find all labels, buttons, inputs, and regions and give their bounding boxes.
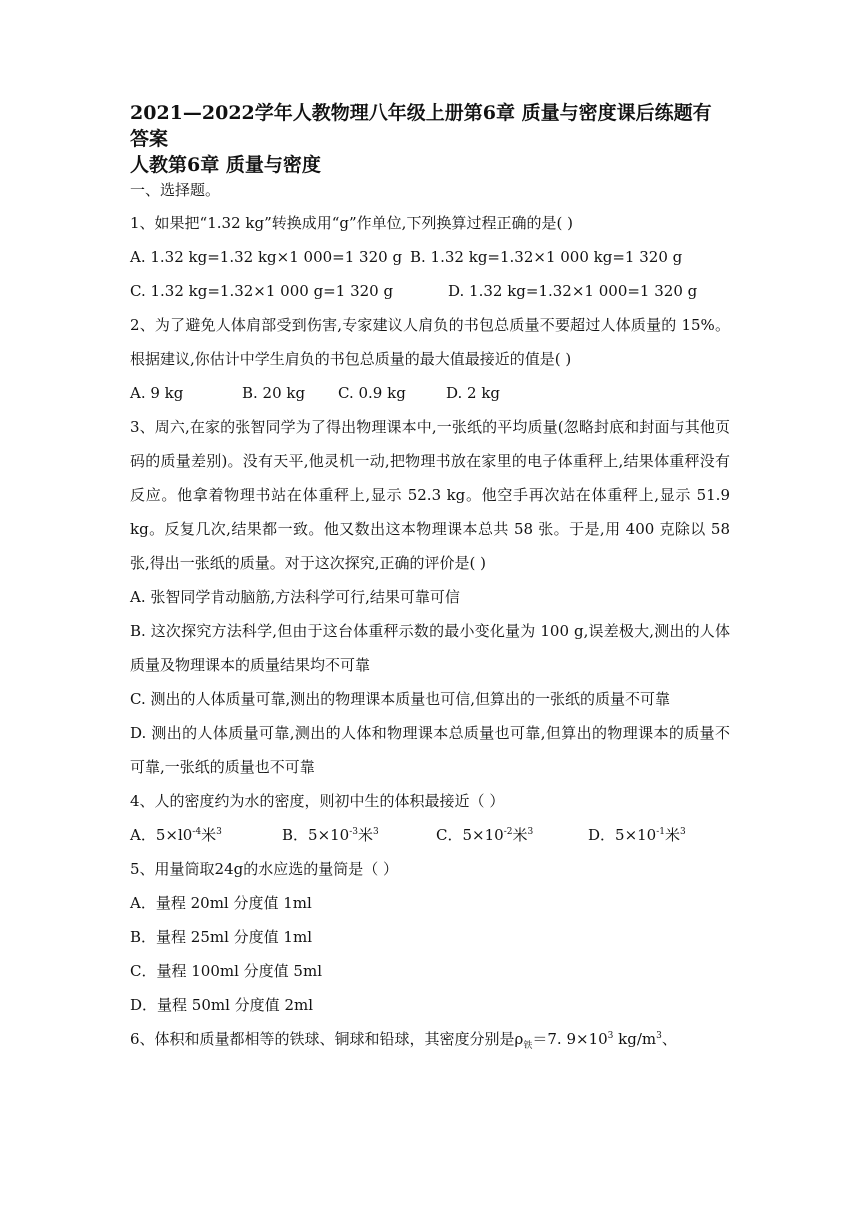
question-4-option-d: D．$5\times 10^{-1}$米$^3$	[588, 826, 686, 844]
question-4-option-a: A．$5\times l0^{-4}$米$^3$	[130, 826, 222, 844]
question-2-stem: 2、为了避免人体肩部受到伤害,专家建议人肩负的书包总质量不要超过人体质量的 15%。根据建议,你估计中学生肩负的书包总质量的最大值最接近的值是( )	[130, 316, 730, 368]
question-1-option-d: D. 1.32 kg=1.32×1 000=1 320 g	[448, 282, 698, 300]
question-1-options-row1	[130, 240, 730, 274]
question-5-option-b: B．量程 25ml 分度值 1ml	[130, 928, 313, 946]
question-1-options-row2	[130, 274, 730, 308]
question-3-option-d: D. 测出的人体质量可靠,测出的人体和物理课本总质量也可靠,但算出的物理课本的质量不可靠,一张纸的质量也不可靠	[130, 724, 730, 776]
question-6-stem: 6、体积和质量都相等的铁球、铜球和铅球，其密度分别是$\rho_铁=7$. $9\times 10^3$ $kg/m^3$、	[130, 1030, 677, 1051]
question-4-options	[130, 818, 730, 852]
question-1-stem: 1、如果把“1.32 kg”转换成用“g”作单位,下列换算过程正确的是( )	[130, 214, 573, 232]
section-heading: 一、选择题。	[130, 181, 221, 199]
document-title: 2021—2022学年人教物理八年级上册第6章 质量与密度课后练题有答案	[130, 102, 712, 150]
question-4-option-b: B．$5\times 10^{-3}$米$^3$	[282, 826, 379, 844]
question-3-stem: 3、周六,在家的张智同学为了得出物理课本中,一张纸的平均质量(忽略封底和封面与其他页码的质量差别)。没有天平,他灵机一动,把物理书放在家里的电子体重秤上,结果体重秤没有反应。他拿着物理书站在体重秤上,显示 52.3 kg。他空手再次站在体重秤上,显示 51.9 kg。反复几次,结果都一致。他又数出这本物理课本总共 58 张。于是,用 400 克除以 58 张,得出一张纸的质量。对于这次探究,正确的评价是( )	[130, 418, 730, 572]
question-3-option-c: C. 测出的人体质量可靠,测出的物理课本质量也可信,但算出的一张纸的质量不可靠	[130, 690, 671, 708]
document-page	[130, 100, 730, 1056]
question-4-stem: 4、人的密度约为水的密度，则初中生的体积最接近（ ）	[130, 792, 505, 810]
question-5-option-d: D．量程 50ml 分度值 2ml	[130, 996, 314, 1014]
question-3-option-b: B. 这次探究方法科学,但由于这台体重秤示数的最小变化量为 100 g,误差极大,测出的人体质量及物理课本的质量结果均不可靠	[130, 622, 730, 674]
question-2-option-a: A. 9 kg	[130, 384, 184, 402]
question-5-stem: 5、用量筒取24g的水应选的量筒是（ ）	[130, 860, 399, 878]
question-4-option-c: C．$5\times 10^{-2}$米$^3$	[436, 826, 534, 844]
question-5-option-a: A．量程 20ml 分度值 1ml	[130, 894, 312, 912]
question-5-option-c: C．量程 100ml 分度值 5ml	[130, 962, 322, 980]
question-2-option-d: D. 2 kg	[446, 384, 501, 402]
question-1-option-a: A. 1.32 kg=1.32 kg×1 000=1 320 g	[130, 248, 403, 266]
question-1-option-c: C. 1.32 kg=1.32×1 000 g=1 320 g	[130, 282, 394, 300]
question-2-option-b: B. 20 kg	[242, 384, 306, 402]
question-3-option-a: A. 张智同学肯动脑筋,方法科学可行,结果可靠可信	[130, 588, 460, 606]
question-1-option-b: B. 1.32 kg=1.32×1 000 kg=1 320 g	[410, 248, 683, 266]
chapter-subtitle: 人教第6章 质量与密度	[130, 154, 321, 176]
question-2-option-c: C. 0.9 kg	[338, 384, 406, 402]
question-2-options	[130, 376, 730, 410]
